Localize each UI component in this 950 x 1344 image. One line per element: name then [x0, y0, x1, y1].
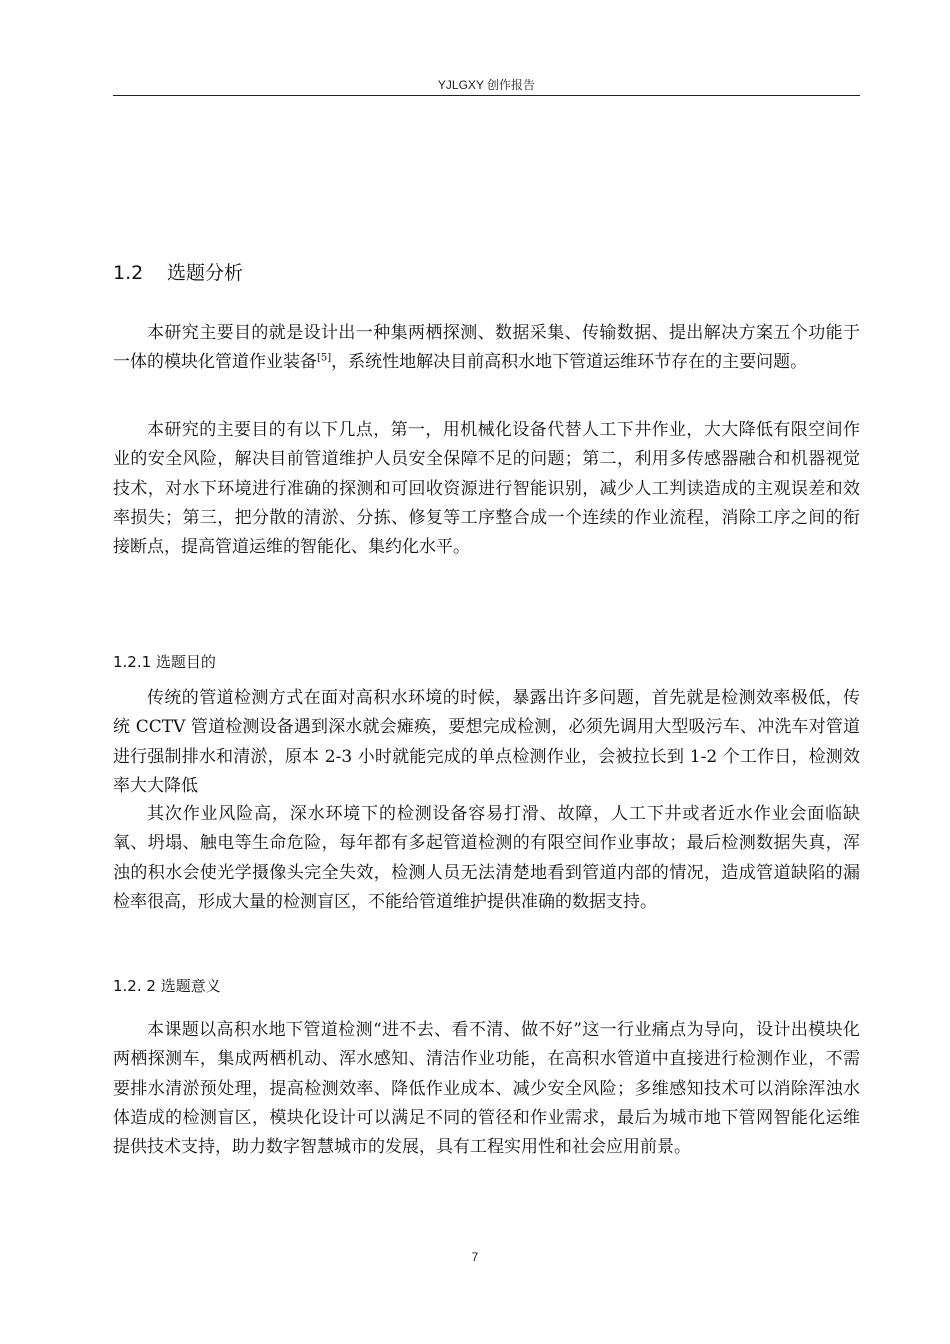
significance-paragraph: 本课题以高积水地下管道检测“进不去、看不清、做不好”这一行业痛点为导向，设计出模块化两栖探测车，集成两栖机动、浑水感知、清洁作业功能，在高积水管道中直接进行检测作业，不需要排水清淤预处理，提高检测效率、降低作业成本、减少安全风险；多维感知技术可以消除浑浊水体造成的检测盲区，模块化设计可以满足不同的管径和作业需求，最后为城市地下管网智能化运维提供技术支持，助力数字智慧城市的发展，具有工程实用性和社会应用前景。 — [113, 1020, 860, 1158]
header-rule — [113, 95, 860, 96]
intro-paragraph-1-text-cont: ，系统性地解决目前高积水地下管道运维环节存在的主要问题。 — [331, 352, 808, 373]
intro-paragraph-1-text: 本研究主要目的就是设计出一种集两栖探测、数据采集、传输数据、提出解决方案五个功能于一体的模块化管道作业装备 — [113, 323, 860, 373]
citation-ref: [5] — [317, 352, 332, 364]
subsection-heading-significance: 1.2. 2 选题意义 — [113, 977, 221, 995]
running-header: YJLGXY 创作报告 — [437, 78, 536, 92]
section-heading — [113, 258, 243, 285]
purpose-paragraph-2: 其次作业风险高，深水环境下的检测设备容易打滑、故障，人工下井或者近水作业会面临缺氧、坍塌、触电等生命危险，每年都有多起管道检测的有限空间作业事故；最后检测数据失真，浑浊的积水会使光学摄像头完全失效，检测人员无法清楚地看到管道内部的情况，造成管道缺陷的漏检率很高，形成大量的检测盲区，不能给管道维护提供准确的数据支持。 — [113, 804, 860, 912]
section-title: 选题分析 — [167, 262, 244, 284]
intro-paragraph-2: 本研究的主要目的有以下几点，第一，用机械化设备代替人工下井作业，大大降低有限空间作业的安全风险，解决目前管道维护人员安全保障不足的问题；第二，利用多传感器融合和机器视觉技术，对水下环境进行准确的探测和可回收资源进行智能识别，减少人工判读造成的主观误差和效率损失；第三，把分散的清淤、分拣、修复等工序整合成一个连续的作业流程，消除工序之间的衔接断点，提高管道运维的智能化、集约化水平。 — [113, 420, 860, 558]
page-number: 7 — [471, 1250, 479, 1264]
section-number: 1.2 — [113, 262, 144, 284]
intro-paragraph-1 — [113, 319, 860, 378]
subsection-heading-purpose: 1.2.1 选题目的 — [113, 653, 216, 671]
purpose-paragraph-1: 传统的管道检测方式在面对高积水环境的时候，暴露出许多问题，首先就是检测效率极低，传统 CCTV 管道检测设备遇到深水就会瘫痪，要想完成检测，必须先调用大型吸污车、冲洗车对管道进行强制排水和清淤，原本 2-3 小时就能完成的单点检测作业，会被拉长到 1-2 个工作日，检测效率大大降低 — [113, 688, 860, 796]
